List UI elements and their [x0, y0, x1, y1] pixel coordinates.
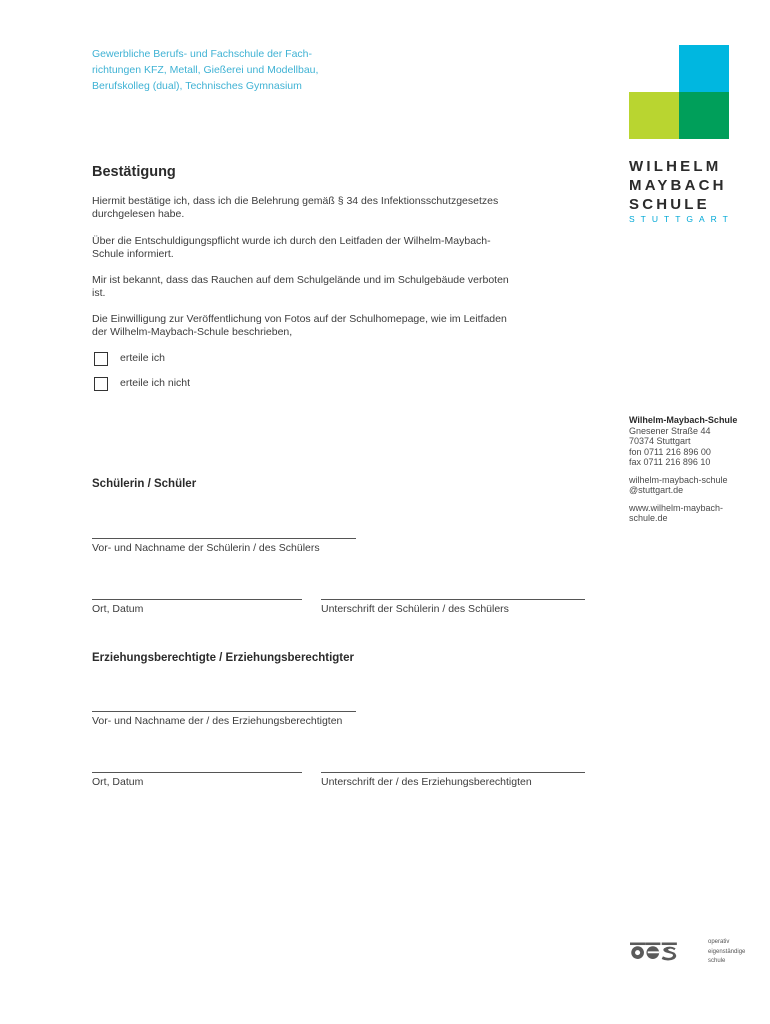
contact-website: schule.de: [629, 513, 668, 523]
contact-phone: fon 0711 216 896 00: [629, 446, 711, 457]
oes-logo-text: [708, 938, 745, 967]
student-place-date-label: Ort, Datum: [92, 603, 144, 615]
consent-yes-label: erteile ich: [120, 352, 165, 364]
paragraph-line: Die Einwilligung zur Veröffentlichung von Fotos auf der Schulhomepage, wie im Leitfaden: [92, 313, 507, 325]
logo-line: WILHELM: [629, 158, 722, 175]
contact-website: www.wilhelm-maybach-: [629, 502, 724, 513]
logo-city: STUTTGART: [629, 214, 734, 224]
page-title: Bestätigung: [92, 164, 176, 180]
guardian-signature-line[interactable]: [321, 772, 585, 773]
school-description-line: Berufskolleg (dual), Technisches Gymnasium: [92, 80, 302, 92]
guardian-name-label: Vor- und Nachname der / des Erziehungsberechtigten: [92, 715, 343, 727]
paragraph-line: Über die Entschuldigungspflicht wurde ich durch den Leitfaden der Wilhelm-Maybach-: [92, 235, 491, 247]
paragraph-line: der Wilhelm-Maybach-Schule beschrieben,: [92, 326, 293, 338]
student-signature-line[interactable]: [321, 599, 585, 600]
oes-line: operativ: [708, 939, 730, 945]
contact-city: 70374 Stuttgart: [629, 436, 691, 446]
oes-line: eigenständige: [708, 948, 746, 955]
contact-name: Wilhelm-Maybach-Schule: [629, 415, 738, 425]
student-signature-label: Unterschrift der Schülerin / des Schülers: [321, 603, 509, 615]
paragraph-line: Schule informiert.: [92, 248, 174, 260]
contact-email: @stuttgart.de: [629, 485, 684, 495]
logo-line: MAYBACH: [629, 177, 727, 194]
school-contact: [629, 415, 764, 524]
logo-line: SCHULE: [629, 196, 710, 213]
school-description-line: richtungen KFZ, Metall, Gießerei und Modellbau,: [92, 64, 319, 76]
oes-logo-icon: [630, 937, 706, 967]
guardian-name-line[interactable]: [92, 711, 356, 712]
oes-line: schule: [708, 958, 726, 964]
guardian-place-date-label: Ort, Datum: [92, 776, 144, 788]
paragraph-excuse-duty: [92, 235, 582, 261]
contact-email: wilhelm-maybach-schule: [629, 474, 728, 485]
guardian-section-title: Erziehungsberechtigte / Erziehungsberechtigter: [92, 652, 354, 664]
consent-no-label: erteile ich nicht: [120, 377, 191, 389]
school-description: [92, 46, 392, 94]
paragraph-line: durchgelesen habe.: [92, 208, 185, 220]
student-place-date-line[interactable]: [92, 599, 302, 600]
paragraph-infection-protection: [92, 195, 582, 221]
school-description-line: Gewerbliche Berufs- und Fachschule der Fach-: [92, 48, 313, 60]
paragraph-line: Hiermit bestätige ich, dass ich die Belehrung gemäß § 34 des Infektionsschutzgesetzes: [92, 195, 499, 207]
school-logo-mark: [629, 45, 729, 139]
contact-street: Gnesener Straße 44: [629, 425, 711, 436]
paragraph-smoking: [92, 274, 582, 300]
guardian-signature-label: Unterschrift der / des Erziehungsberechtigten: [321, 776, 532, 788]
school-logo-wordmark: [629, 157, 727, 214]
student-section-title: Schülerin / Schüler: [92, 478, 197, 490]
logo-block-green: [679, 92, 729, 139]
contact-fax: fax 0711 216 896 10: [629, 457, 711, 467]
paragraph-photo-consent: [92, 313, 582, 339]
student-name-label: Vor- und Nachname der Schülerin / des Schülers: [92, 542, 320, 554]
student-name-line[interactable]: [92, 538, 356, 539]
guardian-place-date-line[interactable]: [92, 772, 302, 773]
consent-yes-checkbox[interactable]: [94, 352, 108, 366]
consent-no-checkbox[interactable]: [94, 377, 108, 391]
paragraph-line: Mir ist bekannt, dass das Rauchen auf dem Schulgelände und im Schulgebäude verboten: [92, 274, 509, 286]
paragraph-line: ist.: [92, 287, 106, 299]
logo-block-cyan: [679, 45, 729, 92]
logo-block-lime: [629, 92, 679, 139]
